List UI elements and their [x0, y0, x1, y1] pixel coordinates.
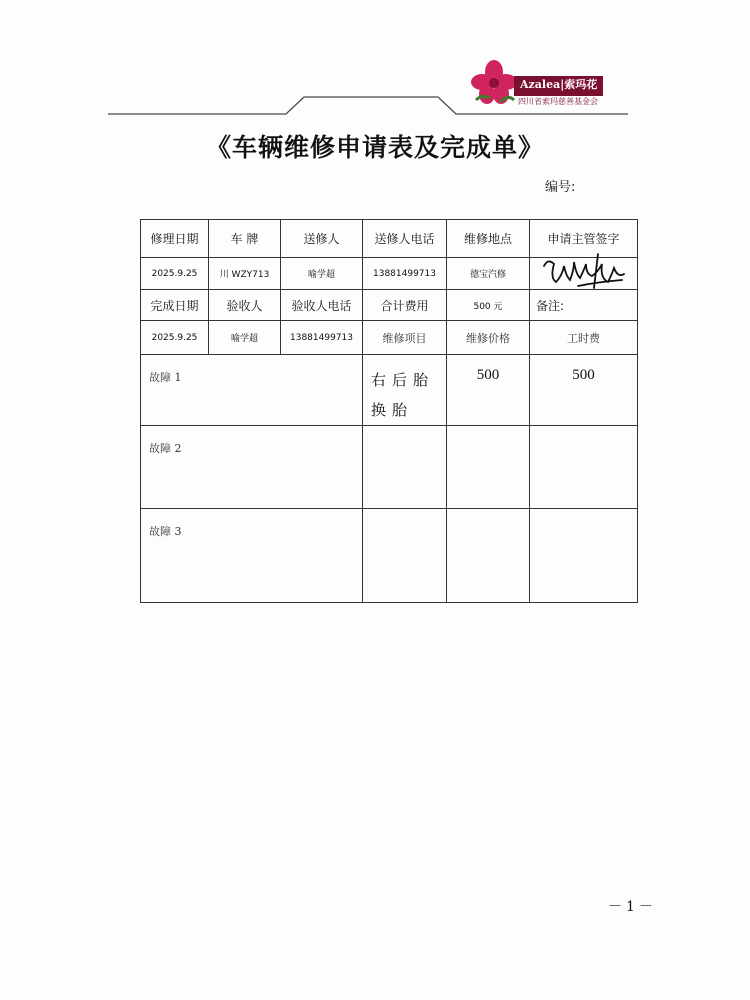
header-sender-phone: 送修人电话 — [363, 220, 447, 258]
header-plate: 车 牌 — [209, 220, 281, 258]
fault-1-label: 故障 1 — [141, 355, 363, 426]
header-inspector-phone: 验收人电话 — [281, 290, 363, 321]
fault-3-labor — [530, 509, 638, 603]
header-sender: 送修人 — [281, 220, 363, 258]
page-number: －1－ — [608, 899, 657, 915]
header-total-cost: 合计费用 — [363, 290, 447, 321]
plate-value: 川 WZY713 — [209, 258, 281, 290]
fault-2-item — [363, 426, 447, 509]
table-row — [141, 509, 638, 603]
table-row — [141, 290, 638, 321]
fault-3-label: 故障 3 — [141, 509, 363, 603]
sender-phone-value: 13881499713 — [363, 258, 447, 290]
header-repair-date: 修理日期 — [141, 220, 209, 258]
table-row — [141, 321, 638, 355]
table-row — [141, 355, 638, 426]
total-cost-value: 500 元 — [447, 290, 530, 321]
serial-number-label: 编号: — [545, 180, 576, 195]
header-completion-date: 完成日期 — [141, 290, 209, 321]
table-row — [141, 258, 638, 290]
fault-1-labor: 500 — [530, 355, 638, 426]
sender-value: 喻学超 — [281, 258, 363, 290]
repair-date-value: 2025.9.25 — [141, 258, 209, 290]
manager-signature — [530, 258, 638, 290]
handwritten-signature — [538, 248, 630, 292]
fault-3-price — [447, 509, 530, 603]
header-repair-location: 维修地点 — [447, 220, 530, 258]
header-remarks: 备注: — [530, 290, 638, 321]
fault-3-item — [363, 509, 447, 603]
header-repair-price: 维修价格 — [447, 321, 530, 355]
fault-1-price: 500 — [447, 355, 530, 426]
fault-2-price — [447, 426, 530, 509]
fault-1-item: 右后胎换胎 — [363, 355, 447, 426]
header-divider — [108, 94, 628, 118]
header-labor-fee: 工时费 — [530, 321, 638, 355]
logo-org-name: 四川省索玛慈善基金会 — [518, 97, 598, 106]
completion-date-value: 2025.9.25 — [141, 321, 209, 355]
inspector-phone-value: 13881499713 — [281, 321, 363, 355]
header-manager-signature: 申请主管签字 — [530, 220, 638, 258]
table-row — [141, 426, 638, 509]
fault-2-labor — [530, 426, 638, 509]
header-repair-item: 维修项目 — [363, 321, 447, 355]
page-title: 《车辆维修申请表及完成单》 — [205, 133, 544, 162]
header-inspector: 验收人 — [209, 290, 281, 321]
repair-location-value: 德宝汽修 — [447, 258, 530, 290]
repair-form-table — [140, 219, 638, 603]
fault-2-label: 故障 2 — [141, 426, 363, 509]
logo-wordmark: Azalea|索玛花 — [514, 76, 603, 96]
inspector-value: 喻学超 — [209, 321, 281, 355]
